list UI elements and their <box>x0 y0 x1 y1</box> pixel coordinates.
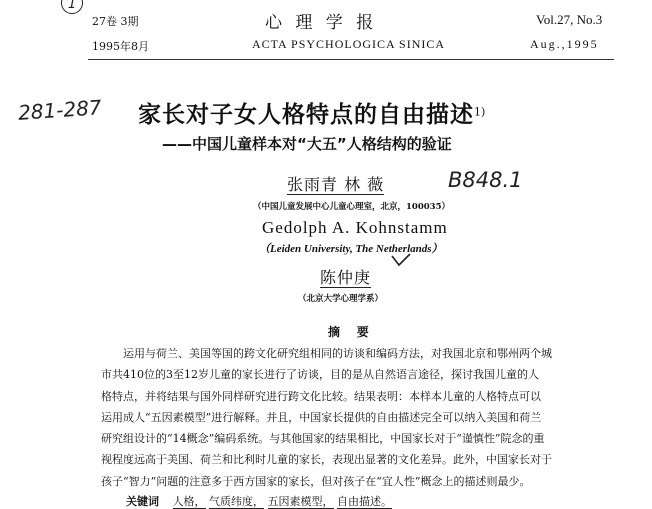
circled-number-text: 1 <box>67 0 77 12</box>
journal-title-en: ACTA PSYCHOLOGICA SINICA <box>252 37 446 51</box>
keyword-item: 人格， <box>172 495 206 508</box>
abstract-line: 孩子“智力”问题的注意多于西方国家的家长，但对孩子在“宜人性”概念上的描述则最少。 <box>101 474 531 488</box>
keyword-item: 五因素模型， <box>267 495 334 508</box>
author-3 <box>320 265 371 288</box>
article-title <box>138 96 485 129</box>
abstract-line: 市共410位的3至12岁儿童的家长进行了访谈，目的是从自然语言途径，探讨我国儿童的人 <box>101 368 539 382</box>
abstract-line: 格特点，并将结果与国外同样研究进行跨文化比较。结果表明：本样本儿童的人格特点可以 <box>101 389 541 403</box>
abstract-body <box>101 343 607 492</box>
keywords-label: 关键词 <box>126 495 159 508</box>
circled-number-annotation <box>61 0 83 14</box>
authors-line-1 <box>287 172 384 195</box>
abstract-line: 研究组设计的“14概念”编码系统。与其他国家的结果相比，中国家长对于“谨慎性”院念的重 <box>101 432 545 446</box>
abstract-line: 视程度远高于美国、荷兰和比利时儿童的家长，表现出显著的文化差异。此外，中国家长对于 <box>101 453 552 467</box>
date-en: Aug.,1995 <box>530 37 599 51</box>
journal-title-cn: 心 理 学 报 <box>265 13 378 33</box>
abstract-heading: 摘 要 <box>328 325 369 339</box>
abstract-line: 运用成人“五因素模型”进行解释。并且，中国家长提供的自由描述完全可以纳入美国和荷兰 <box>101 410 542 424</box>
affiliation-1: （中国儿童发展中心儿童心理室，北京，100035） <box>253 202 450 212</box>
keyword-item: 自由描述。 <box>337 495 392 508</box>
affiliation-3: （北京大学心理学系） <box>298 294 384 304</box>
volume-issue-en: Vol.27, No.3 <box>536 12 603 27</box>
abstract-line: 运用与荷兰、美国等国的跨文化研究组相同的访谈和编码方法，对我国北京和鄂州两个城 <box>123 347 552 360</box>
date-cn: 1995年8月 <box>92 40 149 53</box>
title-text: 家长对子女人格特点的自由描述 <box>138 102 474 128</box>
title-footnote-marker: 1) <box>474 105 486 119</box>
volume-issue-cn: 27卷 3期 <box>92 15 139 28</box>
keyword-item: 气质纬度， <box>209 495 264 508</box>
handwritten-call-number: B848.1 <box>448 168 523 192</box>
author-3-text: 陈仲庚 <box>320 268 372 287</box>
authors-1-text: 张雨青 林 薇 <box>287 175 385 194</box>
check-mark-icon <box>390 252 412 268</box>
affiliation-2: （Leiden University, The Netherlands） <box>259 243 443 255</box>
article-subtitle: ——中国儿童样本对“大五”人格结构的验证 <box>162 135 452 153</box>
keywords-row <box>126 493 392 509</box>
header-rule <box>88 59 614 60</box>
author-2: Gedolph A. Kohnstamm <box>262 218 448 237</box>
handwritten-page-note: 281-287 <box>17 95 103 125</box>
